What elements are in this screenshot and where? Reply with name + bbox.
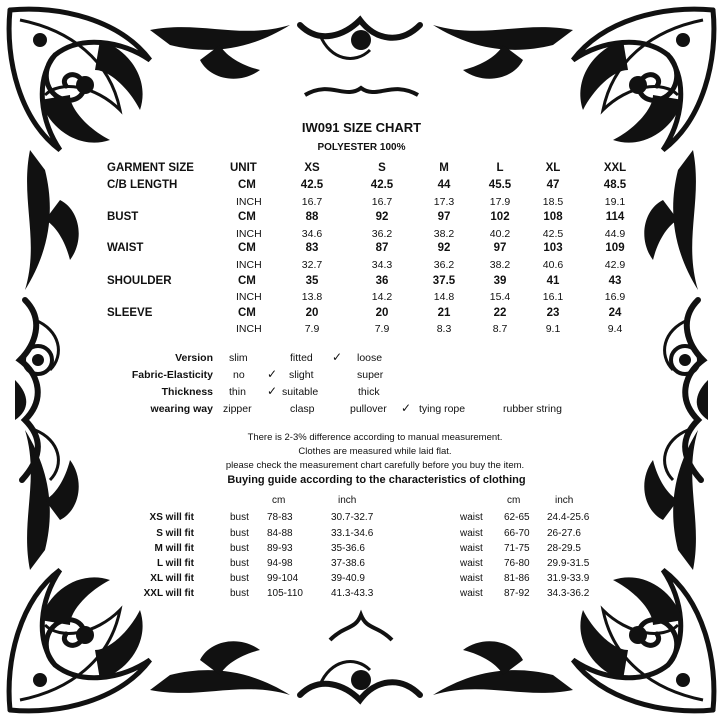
unit-cm: CM [238,275,256,287]
guide-bust-label: bust [230,528,249,539]
header-garment-size: GARMENT SIZE [107,162,194,174]
cell-cm: 83 [305,242,319,254]
cell-inch: 17.9 [489,196,511,208]
elasticity-option-no: no [233,369,245,381]
thickness-option-thick: thick [358,386,380,398]
cell-cm: 97 [437,211,451,223]
cell-cm: 21 [437,307,451,319]
cell-cm: 23 [546,307,560,319]
guide-bust-inch: 35-36.6 [331,543,365,554]
guide-col-inch: inch [555,495,574,506]
cell-cm: 92 [375,211,389,223]
cell-cm: 42.5 [370,179,394,191]
cell-cm: 35 [305,275,319,287]
cell-inch: 16.9 [604,291,626,303]
guide-waist-cm: 71-75 [504,543,530,554]
note-line: Clothes are measured while laid flat. [298,446,452,457]
guide-waist-inch: 31.9-33.9 [547,573,590,584]
version-label: Version [175,352,213,364]
unit-inch: INCH [236,259,262,271]
cell-cm: 103 [543,242,563,254]
note-line: There is 2-3% difference according to manual measurement. [247,432,503,443]
cell-inch: 14.8 [433,291,455,303]
guide-bust-inch: 30.7-32.7 [331,512,374,523]
guide-col-inch: inch [338,495,357,506]
cell-inch: 7.9 [304,323,320,335]
thickness-option-suitable: suitable [282,386,319,398]
guide-waist-label: waist [460,543,483,554]
cell-cm: 20 [305,307,319,319]
cell-inch: 7.9 [374,323,390,335]
note-line: please check the measurement chart carefully before you buy the item. [225,460,525,471]
header-size-xxl: XXL [603,162,627,174]
cell-inch: 42.9 [604,259,626,271]
cell-cm: 88 [305,211,319,223]
header-size-s: S [378,162,386,174]
check-icon: ✓ [401,401,412,415]
cell-cm: 20 [375,307,389,319]
guide-bust-cm: 105-110 [267,588,303,599]
elasticity-label: Fabric-Elasticity [131,369,213,381]
cell-inch: 8.7 [492,323,508,335]
cell-inch: 9.4 [607,323,623,335]
cell-inch: 36.2 [433,259,455,271]
cell-inch: 44.9 [604,228,626,240]
check-icon: ✓ [332,350,343,364]
header-size-m: M [439,162,449,174]
cell-cm: 24 [608,307,622,319]
cell-inch: 40.6 [542,259,564,271]
guide-bust-inch: 37-38.6 [331,558,365,569]
cell-cm: 22 [493,307,507,319]
cell-inch: 38.2 [489,259,511,271]
elasticity-option-slight: slight [289,369,314,381]
version-option-slim: slim [229,352,248,364]
unit-cm: CM [238,242,256,254]
guide-waist-label: waist [460,528,483,539]
cell-inch: 17.3 [433,196,455,208]
cell-cm: 87 [375,242,389,254]
guide-fit-label: XL will fit [150,573,194,584]
guide-bust-label: bust [230,573,249,584]
cell-cm: 41 [546,275,560,287]
cell-cm: 48.5 [603,179,627,191]
guide-bust-label: bust [230,512,249,523]
cell-inch: 9.1 [545,323,561,335]
guide-waist-inch: 26-27.6 [547,528,581,539]
cell-cm: 108 [543,211,563,223]
cell-inch: 34.3 [371,259,393,271]
cell-cm: 44 [437,179,451,191]
guide-bust-inch: 33.1-34.6 [331,528,374,539]
cell-cm: 36 [375,275,389,287]
guide-bust-label: bust [230,558,249,569]
cell-inch: 16.7 [301,196,323,208]
cell-cm: 97 [493,242,507,254]
thickness-option-thin: thin [229,386,246,398]
guide-waist-cm: 87-92 [504,588,530,599]
unit-cm: CM [238,307,256,319]
cell-cm: 42.5 [300,179,324,191]
cell-cm: 45.5 [488,179,512,191]
guide-waist-label: waist [460,558,483,569]
wearing-option-tying-rope: tying rope [419,403,466,415]
guide-bust-cm: 78-83 [267,512,293,523]
unit-inch: INCH [236,291,262,303]
header-unit: UNIT [230,162,257,174]
unit-inch: INCH [236,228,262,240]
wearing-way-label: wearing way [150,403,213,415]
cell-inch: 42.5 [542,228,564,240]
cell-inch: 18.5 [542,196,564,208]
unit-cm: CM [238,211,256,223]
guide-waist-cm: 66-70 [504,528,530,539]
cell-inch: 15.4 [489,291,511,303]
guide-waist-cm: 62-65 [504,512,530,523]
row-label-cb-length: C/B LENGTH [107,179,178,191]
unit-inch: INCH [236,323,262,335]
guide-fit-label: XXL will fit [143,588,194,599]
guide-waist-label: waist [460,512,483,523]
version-option-loose: loose [357,352,383,364]
guide-fit-label: XS will fit [149,512,194,523]
guide-waist-inch: 28-29.5 [547,543,581,554]
guide-bust-inch: 39-40.9 [331,573,365,584]
wearing-option-rubber-string: rubber string [503,403,562,415]
wearing-option-zipper: zipper [223,403,252,415]
cell-inch: 38.2 [433,228,455,240]
guide-col-cm: cm [507,495,521,506]
guide-waist-inch: 24.4-25.6 [547,512,590,523]
guide-bust-label: bust [230,543,249,554]
check-icon: ✓ [267,367,278,381]
cell-inch: 34.6 [301,228,323,240]
version-option-fitted: fitted [290,352,313,364]
elasticity-option-super: super [357,369,384,381]
guide-waist-cm: 76-80 [504,558,530,569]
cell-cm: 39 [493,275,507,287]
cell-inch: 19.1 [604,196,626,208]
cell-cm: 37.5 [432,275,456,287]
row-label-sleeve: SLEEVE [107,307,153,319]
cell-cm: 92 [437,242,451,254]
guide-waist-cm: 81-86 [504,573,530,584]
cell-cm: 102 [490,211,510,223]
chart-subtitle: POLYESTER 100% [317,142,406,153]
guide-bust-label: bust [230,588,249,599]
guide-bust-cm: 84-88 [267,528,293,539]
row-label-shoulder: SHOULDER [107,275,172,287]
cell-inch: 13.8 [301,291,323,303]
guide-fit-label: M will fit [154,543,194,554]
cell-cm: 47 [546,179,560,191]
cell-inch: 14.2 [371,291,393,303]
wearing-option-pullover: pullover [350,403,387,415]
buying-guide-title: Buying guide according to the characteristics of clothing [227,474,526,486]
guide-waist-label: waist [460,588,483,599]
guide-fit-label: S will fit [156,528,194,539]
cell-cm: 114 [605,211,625,223]
cell-inch: 16.7 [371,196,393,208]
chart-title: IW091 SIZE CHART [301,120,422,135]
header-size-xl: XL [545,162,561,174]
guide-bust-cm: 89-93 [267,543,293,554]
unit-cm: CM [238,179,256,191]
cell-inch: 16.1 [542,291,564,303]
cell-inch: 8.3 [436,323,452,335]
guide-bust-cm: 99-104 [267,573,299,584]
guide-bust-inch: 41.3-43.3 [331,588,374,599]
cell-cm: 43 [608,275,622,287]
guide-waist-label: waist [460,573,483,584]
check-icon: ✓ [267,384,278,398]
header-size-l: L [496,162,504,174]
wearing-option-clasp: clasp [290,403,315,415]
cell-inch: 40.2 [489,228,511,240]
unit-inch: INCH [236,196,262,208]
row-label-bust: BUST [107,211,139,223]
guide-waist-inch: 29.9-31.5 [547,558,590,569]
row-label-waist: WAIST [107,242,144,254]
cell-inch: 32.7 [301,259,323,271]
cell-inch: 36.2 [371,228,393,240]
thickness-label: Thickness [161,386,213,398]
guide-waist-inch: 34.3-36.2 [547,588,590,599]
header-size-xs: XS [304,162,320,174]
cell-cm: 109 [605,242,625,254]
guide-col-cm: cm [272,495,286,506]
guide-bust-cm: 94-98 [267,558,293,569]
guide-fit-label: L will fit [156,558,194,569]
